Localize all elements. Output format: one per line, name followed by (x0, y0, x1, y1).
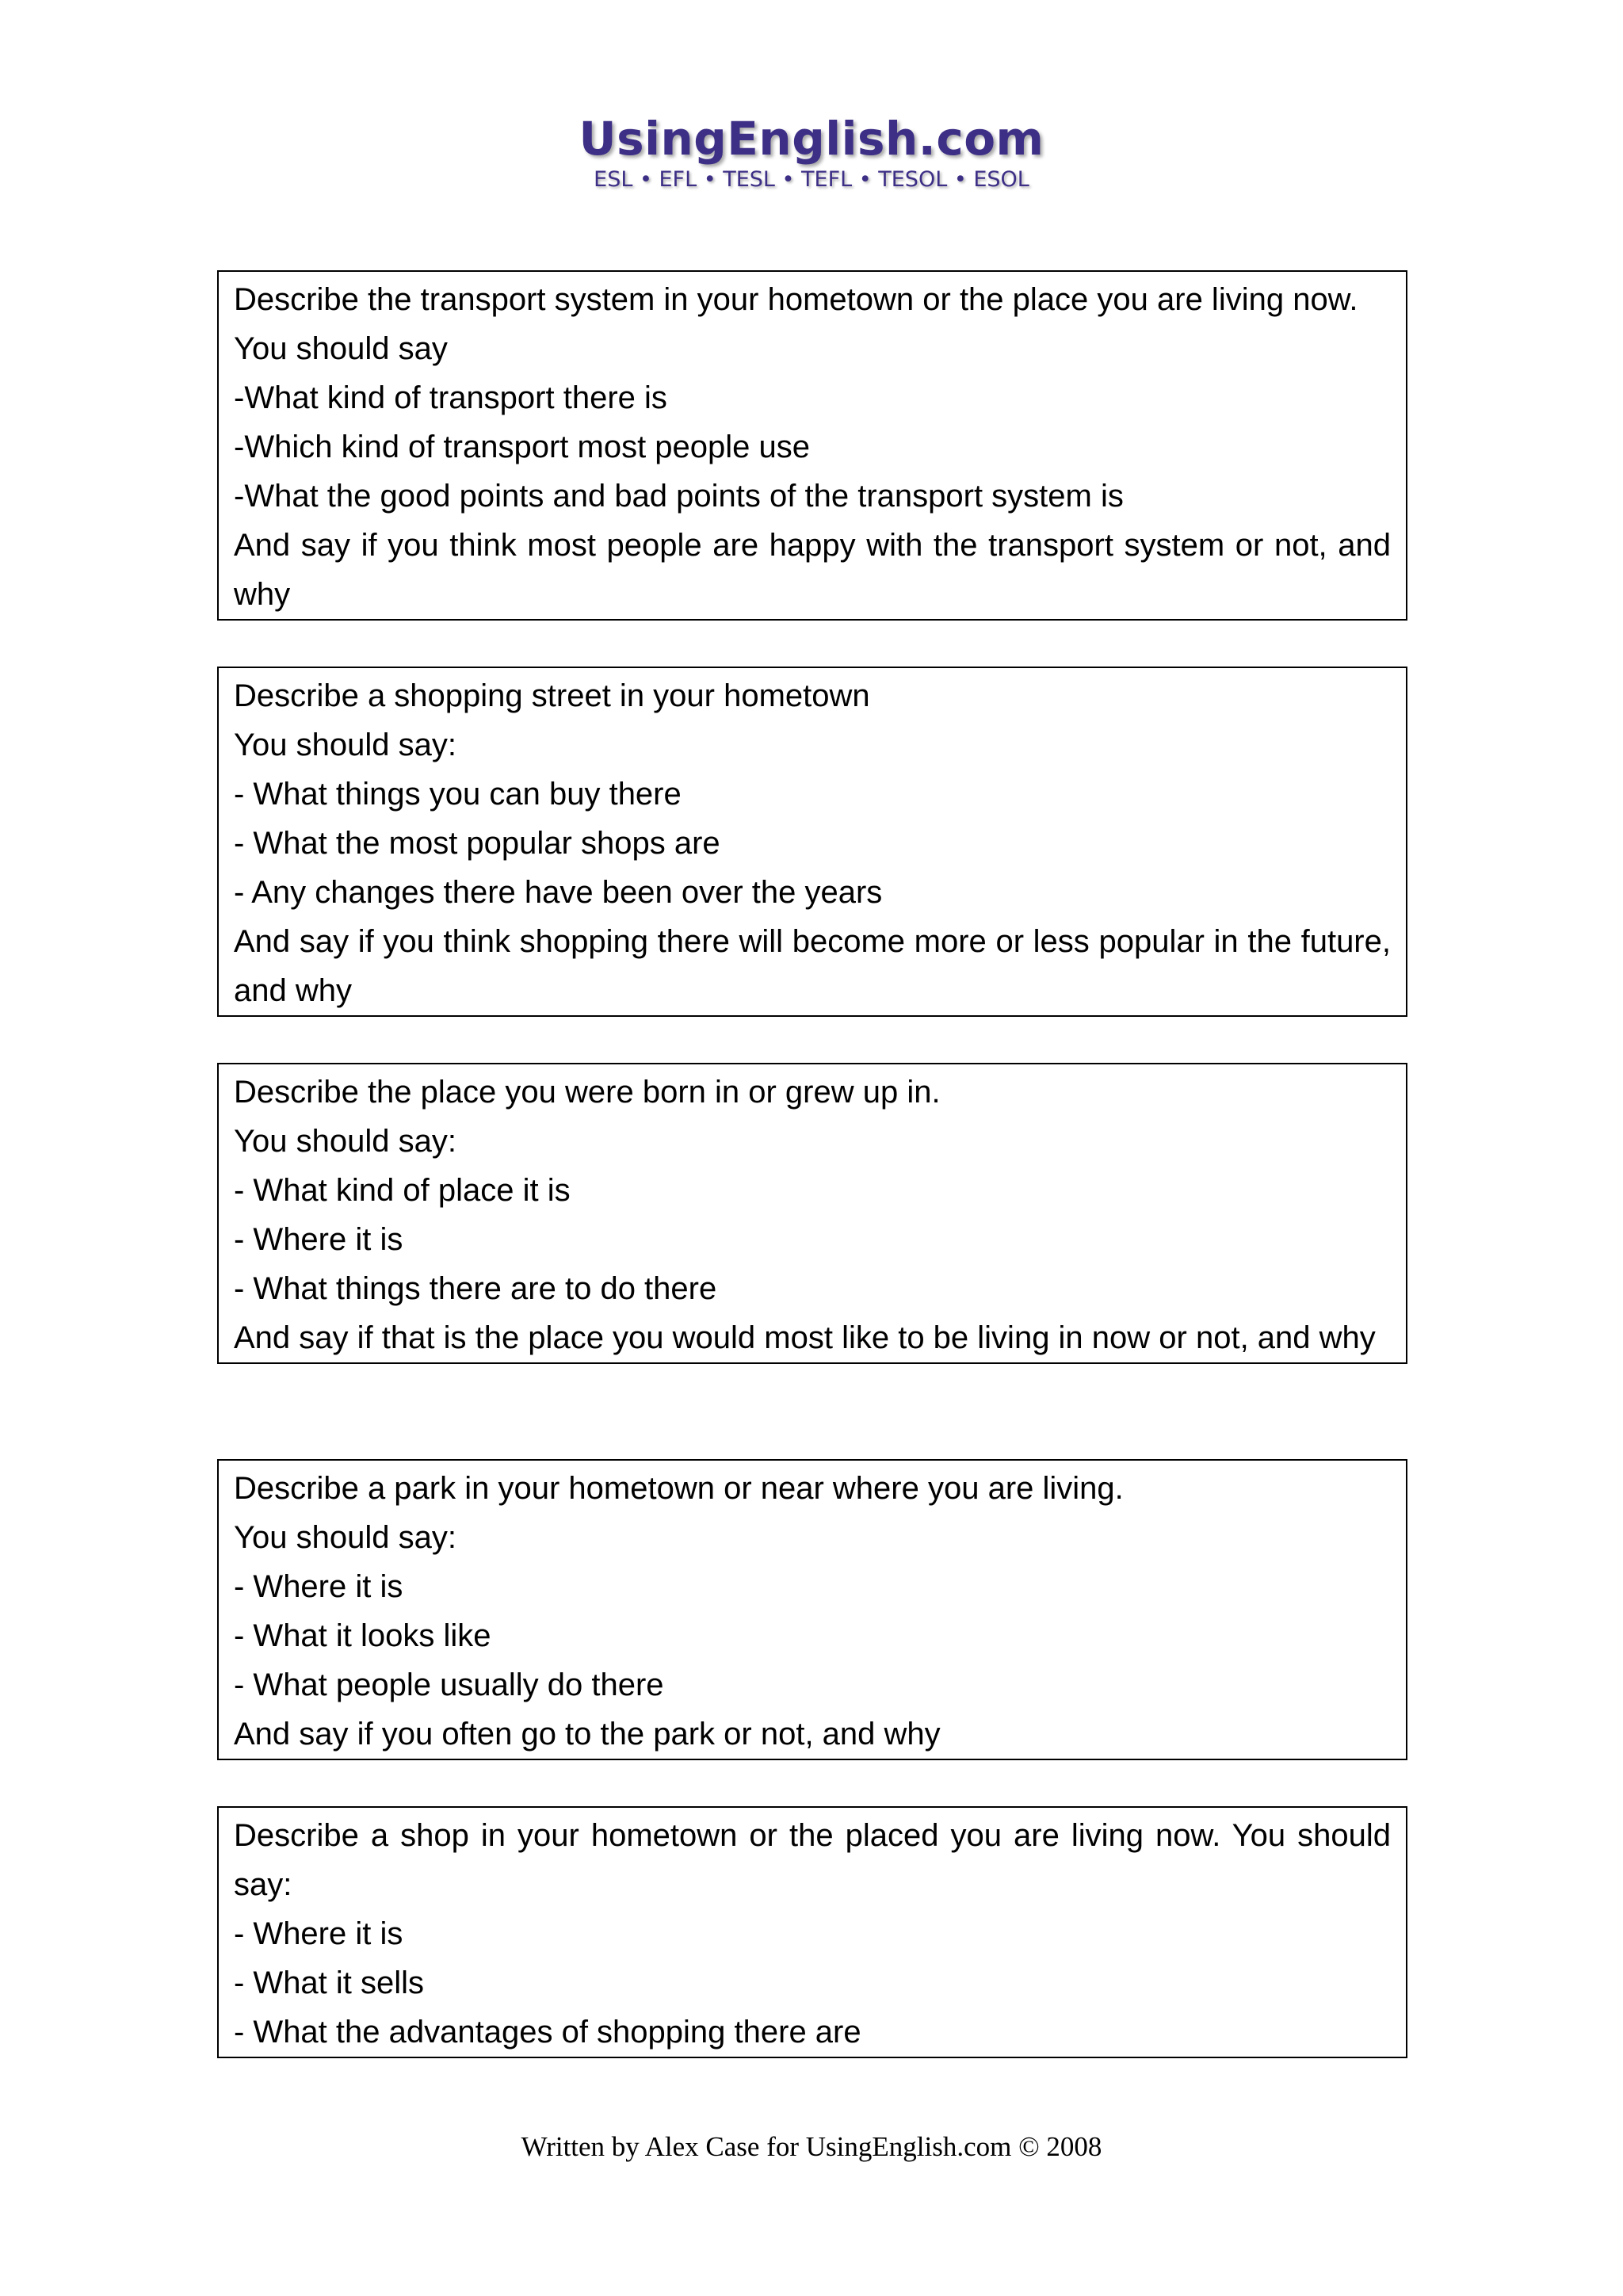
card-closing: And say if you think shopping there will become more or less popular in the future, and why (234, 924, 1391, 1008)
card-prompt: Describe a shop in your hometown or the placed you are living now. You should say: (234, 1818, 1391, 1902)
footer-credit: Written by Alex Case for UsingEnglish.com © 2008 (521, 2131, 1102, 2162)
card-closing: And say if that is the place you would most like to be living in now or not, and why (234, 1320, 1376, 1355)
card-prompt: Describe the place you were born in or grew up in. (234, 1075, 941, 1110)
card-point: -What kind of transport there is (234, 380, 667, 415)
card-point: -What the good points and bad points of the transport system is (234, 479, 1124, 514)
card-instruction: You should say: (234, 728, 456, 762)
card-instruction: You should say: (234, 1124, 456, 1159)
topic-card-shopping-street (217, 667, 1407, 1017)
card-closing: And say if you often go to the park or not, and why (234, 1717, 941, 1752)
card-point: - What the advantages of shopping there are (234, 2015, 861, 2050)
card-point: - What it sells (234, 1966, 425, 2000)
card-prompt: Describe a park in your hometown or near where you are living. (234, 1471, 1124, 1506)
topic-card-shop (217, 1806, 1407, 2058)
card-point: - What things you can buy there (234, 777, 682, 812)
site-logo (0, 111, 1623, 193)
card-closing: And say if you think most people are happy with the transport system or not, and why (234, 528, 1391, 612)
card-prompt: Describe a shopping street in your hometown (234, 678, 870, 713)
card-point: - What kind of place it is (234, 1173, 571, 1208)
card-instruction: You should say: (234, 1520, 456, 1555)
card-point: - Where it is (234, 1569, 403, 1604)
card-prompt: Describe the transport system in your hometown or the place you are living now. (234, 282, 1358, 317)
topic-card-birthplace (217, 1063, 1407, 1364)
card-point: -Which kind of transport most people use (234, 430, 811, 464)
topic-card-park (217, 1459, 1407, 1760)
logo-subtitle: ESL • EFL • TESL • TEFL • TESOL • ESOL (594, 167, 1029, 192)
card-point: - Any changes there have been over the years (234, 875, 883, 910)
card-instruction: You should say (234, 331, 448, 366)
logo-title: UsingEnglish.com (579, 112, 1044, 166)
card-point: - What it looks like (234, 1618, 491, 1653)
card-point: - What things there are to do there (234, 1271, 717, 1306)
card-point: - What people usually do there (234, 1668, 664, 1702)
card-point: - Where it is (234, 1916, 403, 1951)
card-point: - Where it is (234, 1222, 403, 1257)
card-point: - What the most popular shops are (234, 826, 720, 861)
topic-card-transport (217, 270, 1407, 621)
